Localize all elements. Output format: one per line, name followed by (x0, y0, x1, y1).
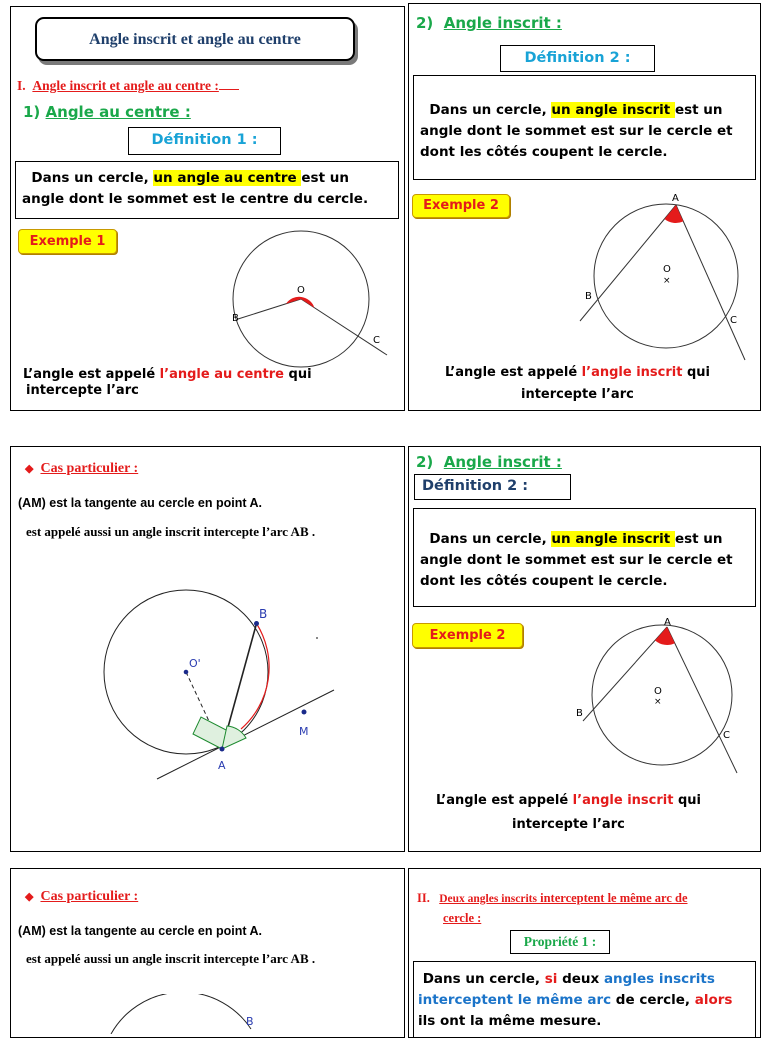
section-number: I. (17, 78, 26, 93)
point-b-label: B (232, 313, 239, 324)
point-a-label: A (218, 759, 226, 772)
prop-text-2: deux (557, 971, 604, 987)
title-box (35, 17, 355, 61)
def-highlight: un angle au centre (153, 170, 302, 186)
subsection-number: 2) (416, 14, 434, 32)
diamond-bullet-icon: ◆ (25, 891, 34, 903)
point-c-label: C (373, 335, 380, 346)
subsection-number: 2) (416, 453, 434, 471)
angle-inscrit-figure (574, 189, 754, 364)
conclusion-text (445, 362, 710, 406)
point-o-label: O (297, 285, 305, 296)
definition-label: Définition 2 : (524, 50, 631, 66)
definition-line-1 (420, 529, 755, 550)
section-number: II. (417, 891, 430, 905)
cas-line-2: est appelé aussi un angle inscrit intercepte l’arc AB . (26, 524, 316, 539)
definition-line-2: angle dont le sommet est sur le cercle et (420, 552, 733, 568)
prop-angles-inscrits: angles inscrits (603, 971, 715, 987)
subsection-heading (416, 14, 562, 32)
point-m (302, 710, 307, 715)
def-text: Dans un cercle, (31, 170, 154, 186)
slide-cas-particulier-b (10, 868, 405, 1038)
def-highlight: un angle inscrit (551, 531, 675, 547)
angle-inscrit-figure (574, 615, 754, 780)
section-title-b: interceptent le même arc de (536, 891, 688, 905)
point-b (254, 621, 259, 626)
chord-ac (676, 205, 745, 360)
center-mark-icon: × (663, 276, 671, 286)
conc-line-2: intercepte l’arc (521, 387, 634, 402)
tangent-figure-partial (91, 994, 291, 1034)
definition-box (413, 75, 756, 180)
property-label: Propriété 1 : (523, 934, 597, 949)
ray-oc (301, 299, 387, 355)
definition-box (413, 508, 756, 607)
conc-text: L’angle est appelé (436, 793, 573, 808)
prop-si: si (544, 971, 558, 987)
definition-line-3: dont les côtés coupent le cercle. (420, 573, 668, 589)
center-mark-icon: × (654, 697, 662, 707)
conc-text: L’angle est appelé (445, 365, 582, 380)
def-text-end: est un (674, 102, 723, 118)
conc-term: l’angle inscrit (572, 793, 674, 808)
point-a-label: A (672, 193, 679, 204)
definition-line-2: angle dont le sommet est le centre du cercle. (22, 191, 369, 207)
conc-text-end: qui (673, 793, 701, 808)
stray-dot (316, 637, 318, 639)
conc-text-end: qui (283, 367, 312, 382)
angle-marker (286, 297, 314, 308)
section-title: Angle inscrit et angle au centre : (32, 78, 219, 93)
prop-alors: alors (694, 992, 733, 1008)
angle-au-centre-figure (211, 217, 401, 377)
circle (592, 625, 732, 765)
tangent-figure (91, 587, 351, 787)
cas-heading (25, 461, 138, 477)
point-c-label: C (723, 730, 730, 741)
section-heading (17, 78, 239, 94)
subsection-title: Angle inscrit : (443, 453, 562, 471)
subsection-heading (23, 103, 191, 121)
definition-line-1 (22, 168, 398, 189)
prop-text-3: de cercle, (611, 992, 695, 1008)
point-o (184, 670, 189, 675)
conclusion-text (436, 789, 701, 837)
prop-text: Dans un cercle, (422, 971, 545, 987)
page-title: Angle inscrit et angle au centre (89, 31, 301, 48)
def-text: Dans un cercle, (429, 102, 552, 118)
cas-line-2: est appelé aussi un angle inscrit intercepte l’arc AB . (26, 951, 316, 966)
slide-angle-au-centre (10, 6, 405, 411)
example-label: Exemple 1 (18, 229, 117, 254)
point-m-label: M (299, 725, 309, 738)
def-highlight: un angle inscrit (551, 102, 675, 118)
chord-ac (667, 627, 737, 773)
conclusion-text (23, 367, 312, 399)
definition-label-box (500, 45, 655, 72)
cas-title: Cas particulier : (40, 461, 139, 476)
example-label: Exemple 2 (412, 623, 523, 648)
conc-line-2: intercepte l’arc (512, 817, 625, 832)
def-text-end: est un (301, 170, 349, 186)
point-c-label: C (730, 315, 737, 326)
arc-ab (241, 624, 269, 730)
property-label-box (510, 930, 610, 954)
subsection-heading (416, 453, 562, 471)
definition-label-box (128, 127, 281, 155)
cas-heading (25, 889, 138, 905)
slide-deux-angles-inscrits (408, 868, 761, 1038)
slide-angle-inscrit-b (408, 446, 761, 852)
property-line-1 (418, 969, 755, 990)
subsection-title: Angle inscrit : (443, 14, 562, 32)
example-label: Exemple 2 (412, 194, 510, 218)
point-o-label: O (654, 686, 662, 697)
definition-label: Définition 1 : (151, 132, 258, 148)
subsection-number: 1) (23, 103, 41, 121)
definition-line-1 (420, 100, 755, 121)
definition-label: Définition 2 : (422, 478, 529, 494)
section-title-c: cercle : (443, 911, 482, 925)
point-a-label: A (664, 617, 671, 628)
point-a (220, 747, 225, 752)
point-o-label: O (663, 264, 671, 275)
chord-ab (580, 205, 676, 321)
def-text-end: est un (674, 531, 723, 547)
conc-text: L’angle est appelé (23, 367, 160, 382)
definition-label-box (414, 474, 571, 500)
prop-meme-arc: interceptent le même arc (418, 992, 612, 1008)
definition-box (15, 161, 399, 219)
conc-term: l’angle inscrit (581, 365, 683, 380)
slide-angle-inscrit-a (408, 3, 761, 411)
conc-line-2: intercepte l’arc (26, 383, 139, 398)
property-line-2 (418, 990, 755, 1011)
section-title-a: Deux angles inscrits (439, 893, 537, 905)
cas-title: Cas particulier : (40, 889, 139, 904)
point-b-label: B (246, 1015, 254, 1028)
conc-term: l’angle au centre (159, 367, 284, 382)
point-b-label: B (259, 607, 268, 621)
property-line-3: ils ont la même mesure. (418, 1013, 602, 1029)
def-text: Dans un cercle, (429, 531, 552, 547)
slide-cas-particulier-a (10, 446, 405, 852)
definition-line-3: dont les côtés coupent le cercle. (420, 144, 668, 160)
circle-top (111, 994, 251, 1034)
cas-line-1: (AM) est la tangente au cercle en point A. (18, 924, 263, 938)
section-heading (417, 889, 688, 928)
subsection-title: Angle au centre : (45, 103, 191, 121)
diamond-bullet-icon: ◆ (25, 463, 34, 475)
point-b-label: B (576, 708, 583, 719)
cas-line-1: (AM) est la tangente au cercle en point A. (18, 496, 263, 510)
property-box (413, 961, 756, 1038)
definition-line-2: angle dont le sommet est sur le cercle et (420, 123, 733, 139)
point-o-label: O' (189, 657, 201, 670)
conc-text-end: qui (682, 365, 710, 380)
point-b-label: B (585, 291, 592, 302)
